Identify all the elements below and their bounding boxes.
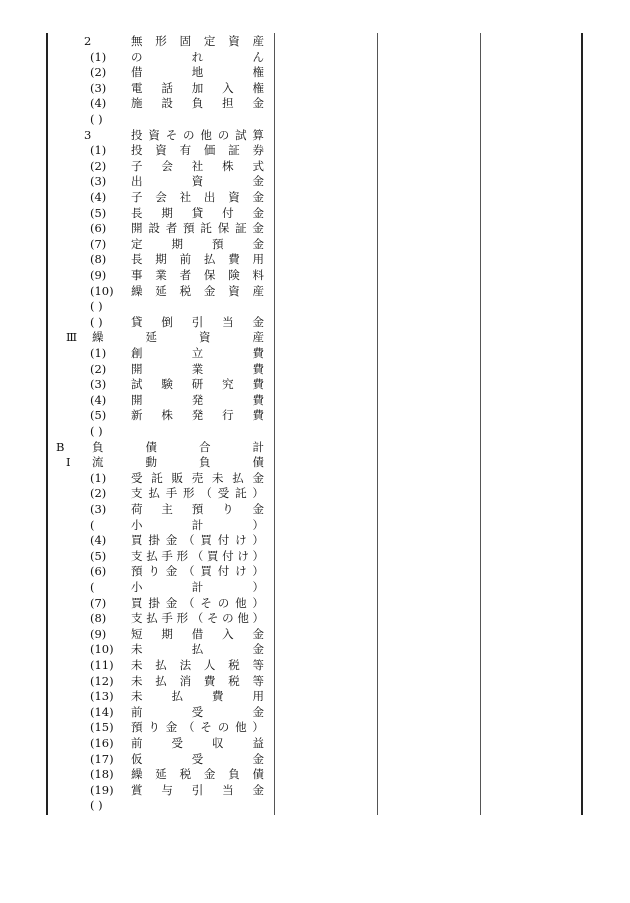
account-label: 長 期 前 払 費 用 xyxy=(131,252,264,267)
account-row xyxy=(0,128,270,144)
account-row xyxy=(0,502,270,518)
account-row xyxy=(0,284,270,300)
account-label: 受 託 販 売 未 払 金 xyxy=(131,470,264,485)
account-label: 支 払 手 形 （ 受 託 ） xyxy=(131,486,264,501)
account-row xyxy=(0,642,270,658)
sub-item-number: (2) xyxy=(90,486,107,501)
sub-item-number: (6) xyxy=(90,564,107,579)
sub-item-number: (2) xyxy=(90,158,107,173)
sub-item-number: (3) xyxy=(90,502,107,516)
sub-item-number: (17) xyxy=(90,751,114,766)
sub-item-number: (1) xyxy=(90,470,107,485)
account-label: 前 受 金 xyxy=(131,704,264,719)
account-row xyxy=(0,783,270,799)
sub-item-number: (18) xyxy=(90,767,114,782)
account-label: 未 払 消 費 税 等 xyxy=(131,673,264,688)
account-label: 前 受 収 益 xyxy=(131,736,264,750)
account-label: 長 期 貸 付 金 xyxy=(131,205,264,220)
account-row xyxy=(0,674,270,690)
account-row xyxy=(0,159,270,175)
sub-item-number: (3) xyxy=(90,80,107,95)
sub-item-number: ( ) xyxy=(90,798,103,813)
item-number: 2 xyxy=(84,34,92,48)
section-letter: B xyxy=(56,439,65,454)
account-label: 賞 与 引 当 金 xyxy=(131,782,264,797)
account-row xyxy=(0,533,270,549)
account-row xyxy=(0,346,270,362)
sub-item-number: (7) xyxy=(90,595,107,610)
account-label: 開 発 費 xyxy=(131,392,264,407)
sub-item-number: (16) xyxy=(90,736,114,750)
account-row xyxy=(0,268,270,284)
table-right-border xyxy=(581,33,583,815)
account-label: 開 業 費 xyxy=(131,361,264,376)
account-row xyxy=(0,658,270,674)
account-label: の れ ん xyxy=(131,49,264,64)
account-label: 貸 倒 引 当 金 xyxy=(131,314,264,329)
account-label: 未 払 費 用 xyxy=(131,689,264,704)
account-label: 開 設 者 預 託 保 証 金 xyxy=(131,221,264,236)
sub-item-number: ( xyxy=(90,517,95,532)
account-label: 支 払 手 形 （ 買 付 け ） xyxy=(131,548,264,563)
account-label: 子 会 社 株 式 xyxy=(131,158,264,173)
column-divider-3 xyxy=(480,33,481,815)
sub-item-number: (5) xyxy=(90,408,107,423)
account-label: 預 り 金 （ 買 付 け ） xyxy=(131,564,264,579)
account-row xyxy=(0,408,270,424)
account-label: 無 形 固 定 資 産 xyxy=(131,34,264,48)
sub-item-number: ( ) xyxy=(90,299,103,314)
account-label: 荷 主 預 り 金 xyxy=(131,502,264,516)
account-label: 小 計 ） xyxy=(131,580,264,594)
account-row xyxy=(0,705,270,721)
sub-item-number: ( ) xyxy=(90,424,103,438)
sub-item-number: ( xyxy=(90,580,95,594)
sub-item-number: (4) xyxy=(90,96,107,111)
sub-item-number: (8) xyxy=(90,252,107,267)
account-row xyxy=(0,393,270,409)
sub-item-number: (3) xyxy=(90,377,107,392)
account-row xyxy=(0,190,270,206)
sub-item-number: (12) xyxy=(90,673,114,688)
account-row xyxy=(0,580,270,596)
account-row xyxy=(0,96,270,112)
account-label: 預 り 金 （ そ の 他 ） xyxy=(131,720,264,735)
sub-item-number: (1) xyxy=(90,346,107,360)
account-row xyxy=(0,440,270,456)
account-row xyxy=(0,112,270,128)
sub-item-number: (10) xyxy=(90,283,114,298)
sub-item-number: (7) xyxy=(90,236,107,251)
sub-item-number: ( ) xyxy=(90,112,103,126)
account-label: 流 動 負 債 xyxy=(92,455,264,470)
section-numeral: Ⅲ xyxy=(66,330,78,345)
account-row xyxy=(0,689,270,705)
account-row xyxy=(0,143,270,159)
account-row xyxy=(0,174,270,190)
account-row xyxy=(0,611,270,627)
sub-item-number: (11) xyxy=(90,658,114,672)
sub-item-number: (10) xyxy=(90,642,114,657)
account-row xyxy=(0,564,270,580)
account-row xyxy=(0,65,270,81)
sub-item-number: (14) xyxy=(90,704,114,719)
item-number: 3 xyxy=(84,127,92,142)
account-row xyxy=(0,221,270,237)
sub-item-number: (2) xyxy=(90,65,107,80)
sub-item-number: (3) xyxy=(90,174,107,189)
account-row xyxy=(0,752,270,768)
sub-item-number: (9) xyxy=(90,268,107,282)
account-label: 事 業 者 保 険 料 xyxy=(131,268,264,282)
account-label: 繰 延 税 金 資 産 xyxy=(131,283,264,298)
sub-item-number: (1) xyxy=(90,143,107,158)
column-divider-2 xyxy=(377,33,378,815)
sub-item-number: (19) xyxy=(90,782,114,797)
column-divider-1 xyxy=(274,33,275,815)
account-label: 定 期 預 金 xyxy=(131,236,264,251)
account-row xyxy=(0,549,270,565)
sub-item-number: (2) xyxy=(90,361,107,376)
account-row xyxy=(0,424,270,440)
account-row xyxy=(0,299,270,315)
account-label: 出 資 金 xyxy=(131,174,264,189)
account-label: 創 立 費 xyxy=(131,346,264,360)
account-row xyxy=(0,471,270,487)
sub-item-number: (8) xyxy=(90,611,107,626)
sub-item-number: (13) xyxy=(90,689,114,704)
account-label: 買 掛 金 （ 買 付 け ） xyxy=(131,533,264,548)
account-row xyxy=(0,767,270,783)
account-label: 小 計 ） xyxy=(131,517,264,532)
account-label: 短 期 借 入 金 xyxy=(131,626,264,641)
account-label: 電 話 加 入 権 xyxy=(131,80,264,95)
account-row xyxy=(0,315,270,331)
account-row xyxy=(0,330,270,346)
account-label: 新 株 発 行 費 xyxy=(131,408,264,423)
account-row xyxy=(0,81,270,97)
account-label: 投 資 そ の 他 の 試 算 xyxy=(131,127,264,142)
sub-item-number: (1) xyxy=(90,49,107,64)
account-label: 試 験 研 究 費 xyxy=(131,377,264,392)
account-row xyxy=(0,518,270,534)
sub-item-number: (15) xyxy=(90,720,114,735)
account-row xyxy=(0,486,270,502)
account-label: 支 払 手 形 （ そ の 他 ） xyxy=(131,611,264,626)
account-row xyxy=(0,237,270,253)
account-label: 施 設 負 担 金 xyxy=(131,96,264,111)
section-numeral: Ⅰ xyxy=(66,455,71,470)
account-row xyxy=(0,627,270,643)
account-label: 繰 延 税 金 負 債 xyxy=(131,767,264,782)
account-label: 仮 受 金 xyxy=(131,751,264,766)
account-row xyxy=(0,798,270,814)
account-label: 未 払 法 人 税 等 xyxy=(131,658,264,672)
account-label: 負 債 合 計 xyxy=(92,439,264,454)
sub-item-number: (6) xyxy=(90,221,107,236)
account-row xyxy=(0,362,270,378)
account-row xyxy=(0,736,270,752)
account-row xyxy=(0,720,270,736)
sub-item-number: (5) xyxy=(90,205,107,220)
account-label: 投 資 有 価 証 券 xyxy=(131,143,264,158)
account-row xyxy=(0,455,270,471)
account-row xyxy=(0,377,270,393)
account-row xyxy=(0,596,270,612)
account-label: 未 払 金 xyxy=(131,642,264,657)
account-label: 繰 延 資 産 xyxy=(92,330,264,345)
account-label: 借 地 権 xyxy=(131,65,264,80)
sub-item-number: ( ) xyxy=(90,314,103,329)
sub-item-number: (9) xyxy=(90,626,107,641)
account-row xyxy=(0,252,270,268)
account-row xyxy=(0,34,270,50)
sub-item-number: (4) xyxy=(90,190,107,204)
sub-item-number: (5) xyxy=(90,548,107,563)
sub-item-number: (4) xyxy=(90,392,107,407)
account-label: 子 会 社 出 資 金 xyxy=(131,190,264,204)
account-row xyxy=(0,206,270,222)
account-row xyxy=(0,50,270,66)
account-label: 買 掛 金 （ そ の 他 ） xyxy=(131,595,264,610)
sub-item-number: (4) xyxy=(90,533,107,548)
